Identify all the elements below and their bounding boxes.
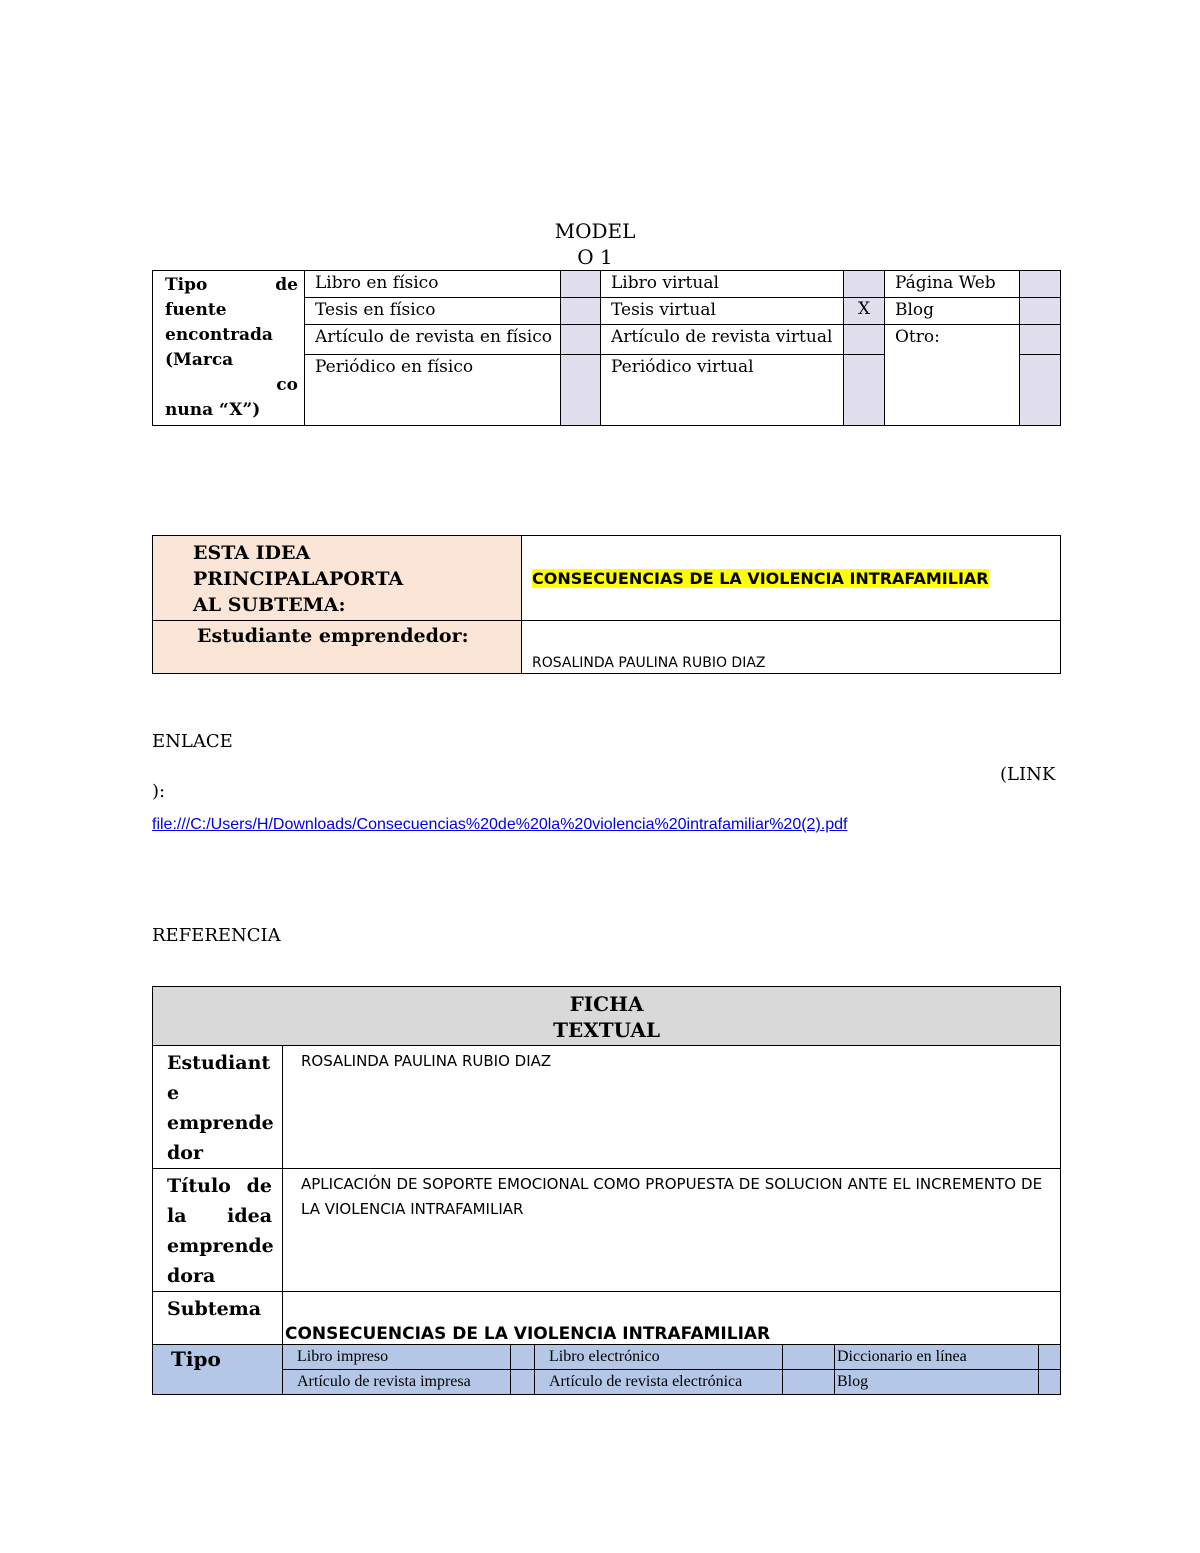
mark-cell[interactable]: [1020, 325, 1061, 355]
tipo-articulo-impresa: Artículo de revista impresa: [283, 1370, 511, 1395]
referencia-label: REFERENCIA: [152, 925, 281, 946]
mark-cell[interactable]: [1020, 298, 1061, 325]
header-line: FICHA: [569, 992, 644, 1016]
mark-cell[interactable]: [561, 355, 601, 426]
label-word: (Marca: [165, 350, 234, 370]
label-line: emprende: [167, 1112, 274, 1134]
label-word: fuente: [165, 300, 227, 320]
tipo-mark-cell[interactable]: [783, 1370, 835, 1395]
student-value-cell: [522, 621, 1061, 674]
tipo-articulo-electronica: Artículo de revista electrónica: [535, 1370, 783, 1395]
option-blog: Blog: [885, 298, 1020, 325]
row-label-titulo: [153, 1169, 283, 1292]
title-line-1: MODEL: [554, 219, 636, 243]
tipo-mark-cell[interactable]: [511, 1345, 535, 1370]
row-label-subtema: Subtema: [153, 1292, 283, 1345]
link-paren-close: ):: [152, 781, 166, 802]
source-type-table: [152, 270, 1061, 426]
label-word: Tipo: [165, 275, 208, 295]
mark-cell[interactable]: [561, 325, 601, 355]
label-line: Título de: [167, 1175, 272, 1197]
label-line: PRINCIPALAPORTA: [193, 568, 404, 590]
tipo-blog: Blog: [835, 1370, 1039, 1395]
label-line: dor: [167, 1142, 203, 1164]
mark-cell[interactable]: [844, 325, 885, 355]
tipo-libro-impreso: Libro impreso: [283, 1345, 511, 1370]
row-value-titulo: APLICACIÓN DE SOPORTE EMOCIONAL COMO PROPUESTA DE SOLUCION ANTE EL INCREMENTO DE LA VIOLENCIA INTRAFAMILIAR: [283, 1169, 1061, 1292]
mark-cell[interactable]: [561, 271, 601, 298]
tipo-mark-cell[interactable]: [783, 1345, 835, 1370]
mark-cell[interactable]: [561, 298, 601, 325]
ficha-header: [153, 987, 1061, 1046]
option-libro-virtual: Libro virtual: [601, 271, 844, 298]
tipo-mark-cell[interactable]: [1039, 1370, 1061, 1395]
label-word: co: [276, 375, 298, 395]
label-word: de: [275, 275, 298, 295]
option-pagina-web: Página Web: [885, 271, 1020, 298]
tipo-mark-cell[interactable]: [1039, 1345, 1061, 1370]
mark-cell[interactable]: [844, 271, 885, 298]
label-line: ESTA IDEA: [193, 542, 311, 564]
row-value-subtema-cell: [283, 1292, 1061, 1345]
option-periodico-fisico: Periódico en físico: [305, 355, 561, 426]
ficha-textual-table: [152, 986, 1061, 1395]
option-articulo-fisico: Artículo de revista en físico: [305, 325, 561, 355]
idea-label: [153, 536, 522, 621]
document-title: [520, 218, 670, 270]
mark-cell[interactable]: [1020, 355, 1061, 426]
label-line: dora: [167, 1265, 216, 1287]
mark-cell-selected[interactable]: X: [844, 298, 885, 325]
option-tesis-fisico: Tesis en físico: [305, 298, 561, 325]
option-libro-fisico: Libro en físico: [305, 271, 561, 298]
mark-cell[interactable]: [1020, 271, 1061, 298]
idea-table: [152, 535, 1061, 674]
label-line: AL SUBTEMA:: [193, 594, 346, 616]
option-articulo-virtual: Artículo de revista virtual: [601, 325, 844, 355]
file-link[interactable]: file:///C:/Users/H/Downloads/Consecuencias%20de%20la%20violencia%20intrafamiliar%20(2).pdf: [152, 816, 848, 833]
option-tesis-virtual: Tesis virtual: [601, 298, 844, 325]
source-type-label: [153, 271, 305, 426]
title-line-2: O 1: [577, 245, 613, 269]
mark-cell[interactable]: [844, 355, 885, 426]
label-line: Estudiant: [167, 1052, 271, 1074]
idea-value-cell: [522, 536, 1061, 621]
option-periodico-virtual: Periódico virtual: [601, 355, 844, 426]
student-value: ROSALINDA PAULINA RUBIO DIAZ: [532, 655, 766, 671]
idea-subtema-value: CONSECUENCIAS DE LA VIOLENCIA INTRAFAMILIAR: [532, 568, 989, 588]
row-label-estudiante: [153, 1046, 283, 1169]
label-line: emprende: [167, 1235, 274, 1257]
enlace-label: ENLACE: [152, 731, 233, 752]
row-value-subtema: CONSECUENCIAS DE LA VIOLENCIA INTRAFAMILIAR: [285, 1324, 771, 1344]
row-value-estudiante: ROSALINDA PAULINA RUBIO DIAZ: [283, 1046, 1061, 1169]
student-label: Estudiante emprendedor:: [153, 621, 522, 674]
label-line: la idea: [167, 1205, 272, 1227]
label-word: encontrada: [165, 325, 273, 345]
tipo-libro-electronico: Libro electrónico: [535, 1345, 783, 1370]
tipo-mark-cell[interactable]: [511, 1370, 535, 1395]
label-word: nuna “X”): [165, 400, 261, 420]
label-line: e: [167, 1082, 180, 1104]
header-line: TEXTUAL: [553, 1018, 661, 1042]
tipo-diccionario: Diccionario en línea: [835, 1345, 1039, 1370]
option-otro: Otro:: [885, 325, 1020, 426]
link-paren: (LINK: [1000, 764, 1056, 785]
tipo-label: Tipo: [153, 1345, 283, 1395]
